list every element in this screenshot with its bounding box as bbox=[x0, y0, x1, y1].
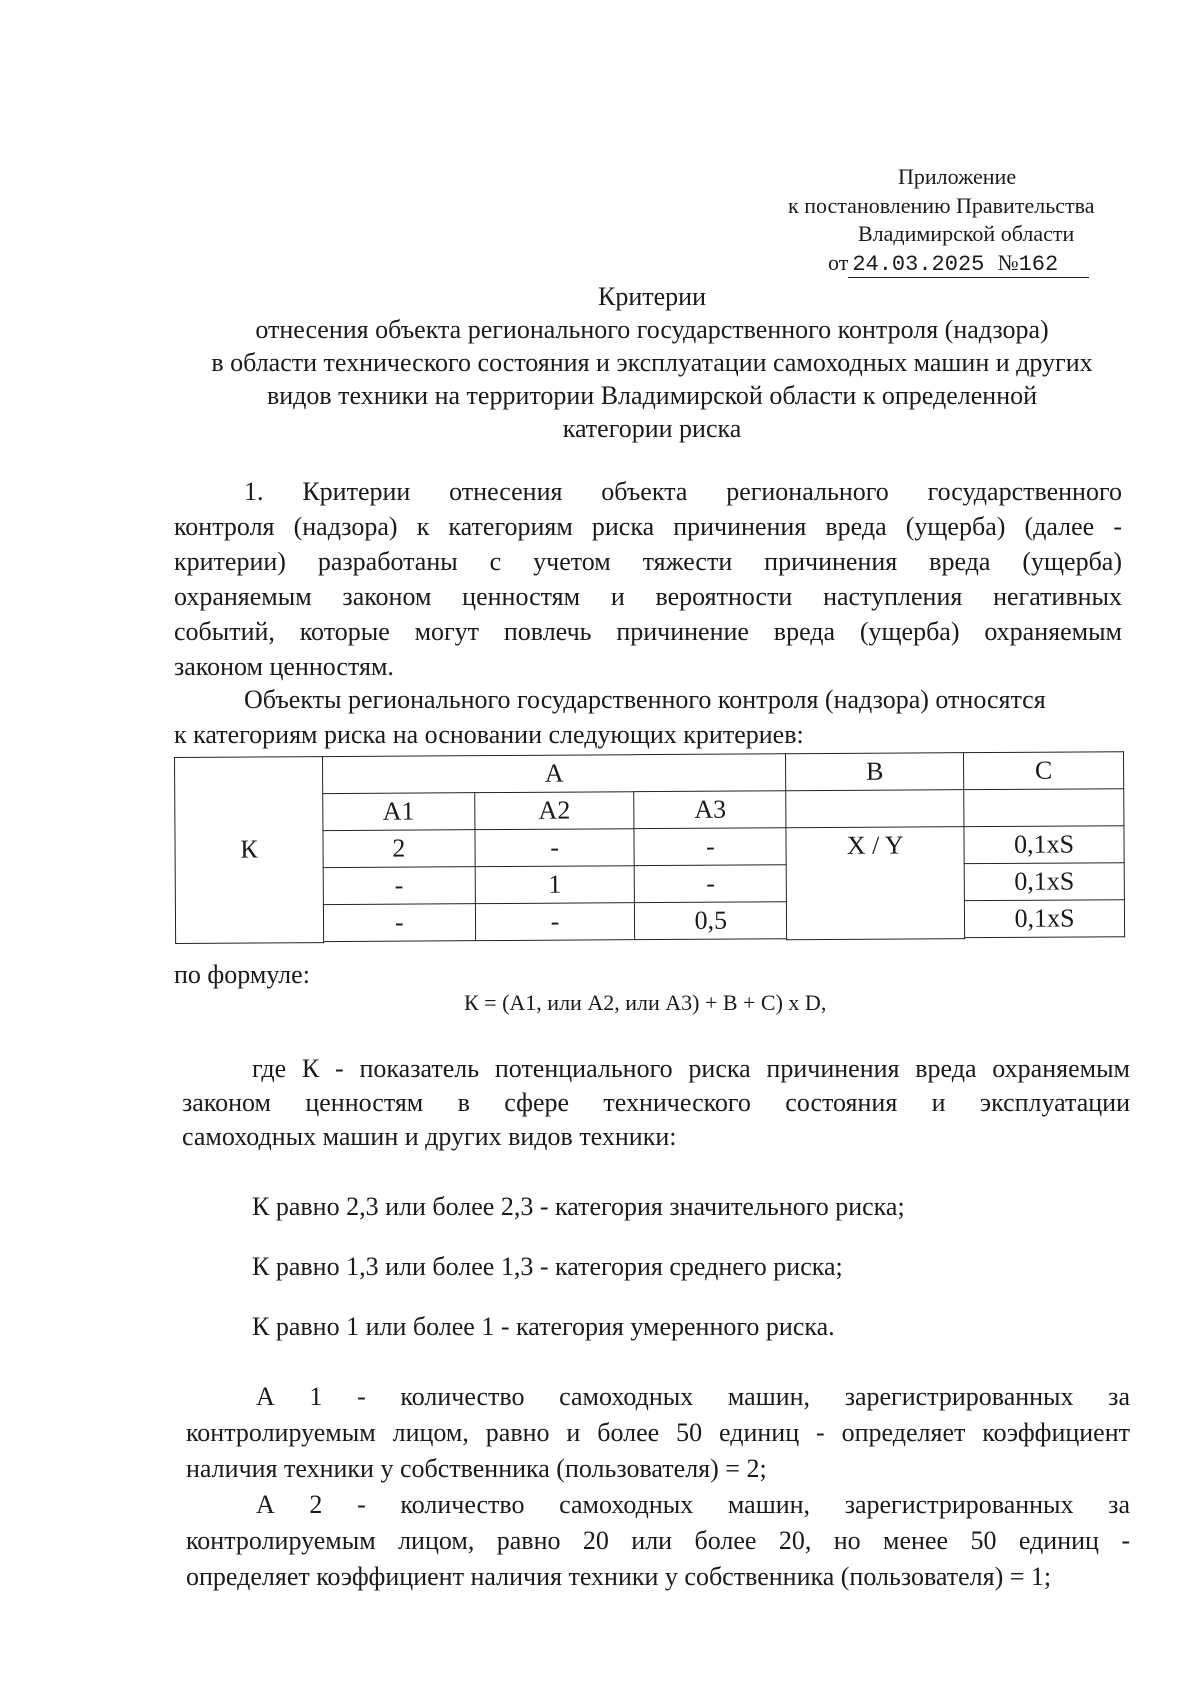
date-prefix: от bbox=[828, 250, 849, 275]
definition-line-2: законом ценностям в сфере технического состояния и эксплуатации bbox=[182, 1088, 1130, 1117]
appendix-label: Приложение bbox=[898, 164, 1017, 189]
paragraph-1-line-2: контроля (надзора) к категориям риска причинения вреда (ущерба) (далее - bbox=[174, 512, 1122, 541]
paragraph-1-line-5: событий, которые могут повлечь причинение вреда (ущерба) охраняемым bbox=[174, 617, 1122, 646]
a1-line-3: наличия техники у собственника (пользователя) = 2; bbox=[186, 1454, 767, 1483]
title-line-3: в области технического состояния и эксплуатации самоходных машин и других bbox=[211, 348, 1093, 377]
k-cell: К bbox=[175, 757, 324, 943]
a2-line-3: определяет коэффициент наличия техники у собственника (пользователя) = 1; bbox=[186, 1562, 1052, 1591]
document-title: Критерии bbox=[598, 282, 706, 311]
row2-a1: - bbox=[323, 867, 475, 905]
title-line-2: отнесения объекта регионального государственного контроля (надзора) bbox=[255, 315, 1049, 344]
paragraph-1-line-1: 1. Критерии отнесения объекта регионального государственного bbox=[244, 477, 1122, 506]
definition-line-3: самоходных машин и других видов техники: bbox=[182, 1122, 677, 1151]
resolution-date: 24.03.2025 №162 bbox=[848, 252, 1088, 278]
paragraph-2-line-1: Объекты регионального государственного контроля (надзора) относятся bbox=[244, 685, 1046, 714]
row3-a1: - bbox=[323, 904, 475, 942]
a2-line-1: А 2 - количество самоходных машин, зарегистрированных за bbox=[256, 1490, 1130, 1519]
row3-a2: - bbox=[475, 903, 635, 941]
a1-header: А1 bbox=[323, 793, 475, 831]
a3-header: А3 bbox=[634, 791, 786, 829]
row3-a3: 0,5 bbox=[635, 902, 787, 940]
category-significant: К равно 2,3 или более 2,3 - категория значительного риска; bbox=[252, 1192, 905, 1221]
paragraph-1-line-3: критерии) разработаны с учетом тяжести причинения вреда (ущерба) bbox=[174, 547, 1122, 576]
category-medium: К равно 1,3 или более 1,3 - категория среднего риска; bbox=[252, 1252, 843, 1281]
resolution-number: 162 bbox=[1018, 252, 1059, 277]
date-number-line bbox=[828, 250, 1089, 277]
region-label: Владимирской области bbox=[858, 221, 1075, 246]
b-subheader-empty bbox=[786, 790, 964, 828]
paragraph-2-line-2: к категориям риска на основании следующих критериев: bbox=[174, 720, 804, 749]
a-header: А bbox=[322, 754, 786, 794]
row1-a2: - bbox=[475, 829, 635, 867]
row1-a3: - bbox=[634, 828, 786, 866]
risk-criteria-table bbox=[174, 751, 1125, 943]
row2-a3: - bbox=[635, 865, 787, 903]
title-line-4: видов техники на территории Владимирской области к определенной bbox=[266, 381, 1038, 410]
paragraph-1-last-line: законом ценностям. bbox=[174, 652, 394, 681]
c-subheader-empty bbox=[964, 789, 1124, 827]
row2-c: 0,1xS bbox=[964, 863, 1124, 901]
title-line-5: категории риска bbox=[562, 414, 742, 443]
resolution-label: к постановлению Правительства bbox=[788, 193, 1095, 218]
b-value-cell: X / Y bbox=[786, 827, 964, 940]
a1-line-1: А 1 - количество самоходных машин, зарегистрированных за bbox=[256, 1382, 1130, 1411]
category-moderate: К равно 1 или более 1 - категория умеренного риска. bbox=[252, 1312, 835, 1341]
c-header: С bbox=[964, 752, 1124, 790]
definition-line-1: где К - показатель потенциального риска причинения вреда охраняемым bbox=[252, 1054, 1130, 1083]
row2-a2: 1 bbox=[475, 866, 635, 904]
formula-expression: К = (А1, или А2, или А3) + В + С) x D, bbox=[464, 990, 827, 1015]
a2-line-2: контролируемым лицом, равно 20 или более 20, но менее 50 единиц - bbox=[186, 1526, 1130, 1555]
row3-c: 0,1xS bbox=[964, 900, 1124, 938]
paragraph-1-line-4: охраняемым законом ценностям и вероятности наступления негативных bbox=[174, 582, 1122, 611]
b-header: В bbox=[786, 753, 964, 791]
a2-header: А2 bbox=[474, 792, 634, 830]
a1-line-2: контролируемым лицом, равно и более 50 единиц - определяет коэффициент bbox=[186, 1418, 1130, 1447]
number-prefix: № bbox=[997, 250, 1019, 275]
row1-c: 0,1xS bbox=[964, 826, 1124, 864]
row1-a1: 2 bbox=[323, 830, 475, 868]
formula-intro: по формуле: bbox=[174, 960, 310, 989]
